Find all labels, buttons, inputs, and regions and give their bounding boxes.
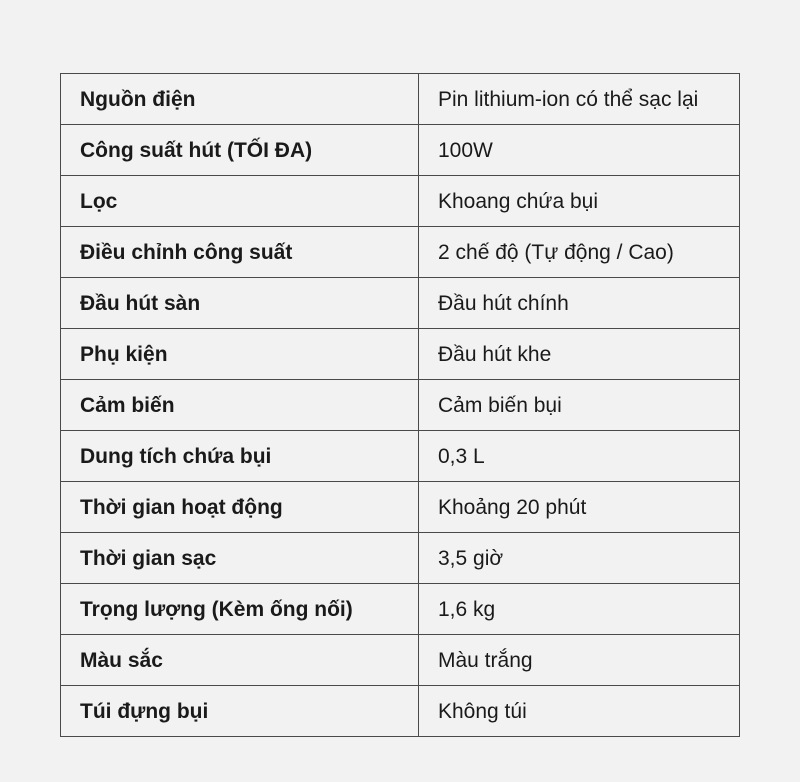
spec-value: Pin lithium-ion có thể sạc lại — [419, 74, 740, 125]
spec-value: 3,5 giờ — [419, 533, 740, 584]
spec-value: 100W — [419, 125, 740, 176]
spec-label: Điều chỉnh công suất — [61, 227, 419, 278]
table-row — [61, 431, 740, 482]
spec-label: Phụ kiện — [61, 329, 419, 380]
spec-table-body — [61, 74, 740, 737]
table-row — [61, 686, 740, 737]
spec-label: Công suất hút (TỐI ĐA) — [61, 125, 419, 176]
table-row — [61, 533, 740, 584]
spec-value: Màu trắng — [419, 635, 740, 686]
table-row — [61, 176, 740, 227]
spec-value: Đầu hút khe — [419, 329, 740, 380]
table-row — [61, 635, 740, 686]
table-row — [61, 329, 740, 380]
spec-label: Thời gian hoạt động — [61, 482, 419, 533]
spec-label: Nguồn điện — [61, 74, 419, 125]
table-row — [61, 125, 740, 176]
table-row — [61, 227, 740, 278]
spec-label: Thời gian sạc — [61, 533, 419, 584]
spec-value: Khoang chứa bụi — [419, 176, 740, 227]
table-row — [61, 482, 740, 533]
spec-value: Cảm biến bụi — [419, 380, 740, 431]
spec-value: Không túi — [419, 686, 740, 737]
table-row — [61, 278, 740, 329]
spec-value: Đầu hút chính — [419, 278, 740, 329]
spec-label: Màu sắc — [61, 635, 419, 686]
spec-value: 0,3 L — [419, 431, 740, 482]
spec-table — [60, 73, 740, 737]
spec-label: Dung tích chứa bụi — [61, 431, 419, 482]
spec-label: Đầu hút sàn — [61, 278, 419, 329]
spec-value: 1,6 kg — [419, 584, 740, 635]
spec-value: Khoảng 20 phút — [419, 482, 740, 533]
spec-label: Túi đựng bụi — [61, 686, 419, 737]
spec-label: Cảm biến — [61, 380, 419, 431]
spec-label: Trọng lượng (Kèm ống nối) — [61, 584, 419, 635]
spec-value: 2 chế độ (Tự động / Cao) — [419, 227, 740, 278]
table-row — [61, 74, 740, 125]
table-row — [61, 584, 740, 635]
spec-label: Lọc — [61, 176, 419, 227]
table-row — [61, 380, 740, 431]
